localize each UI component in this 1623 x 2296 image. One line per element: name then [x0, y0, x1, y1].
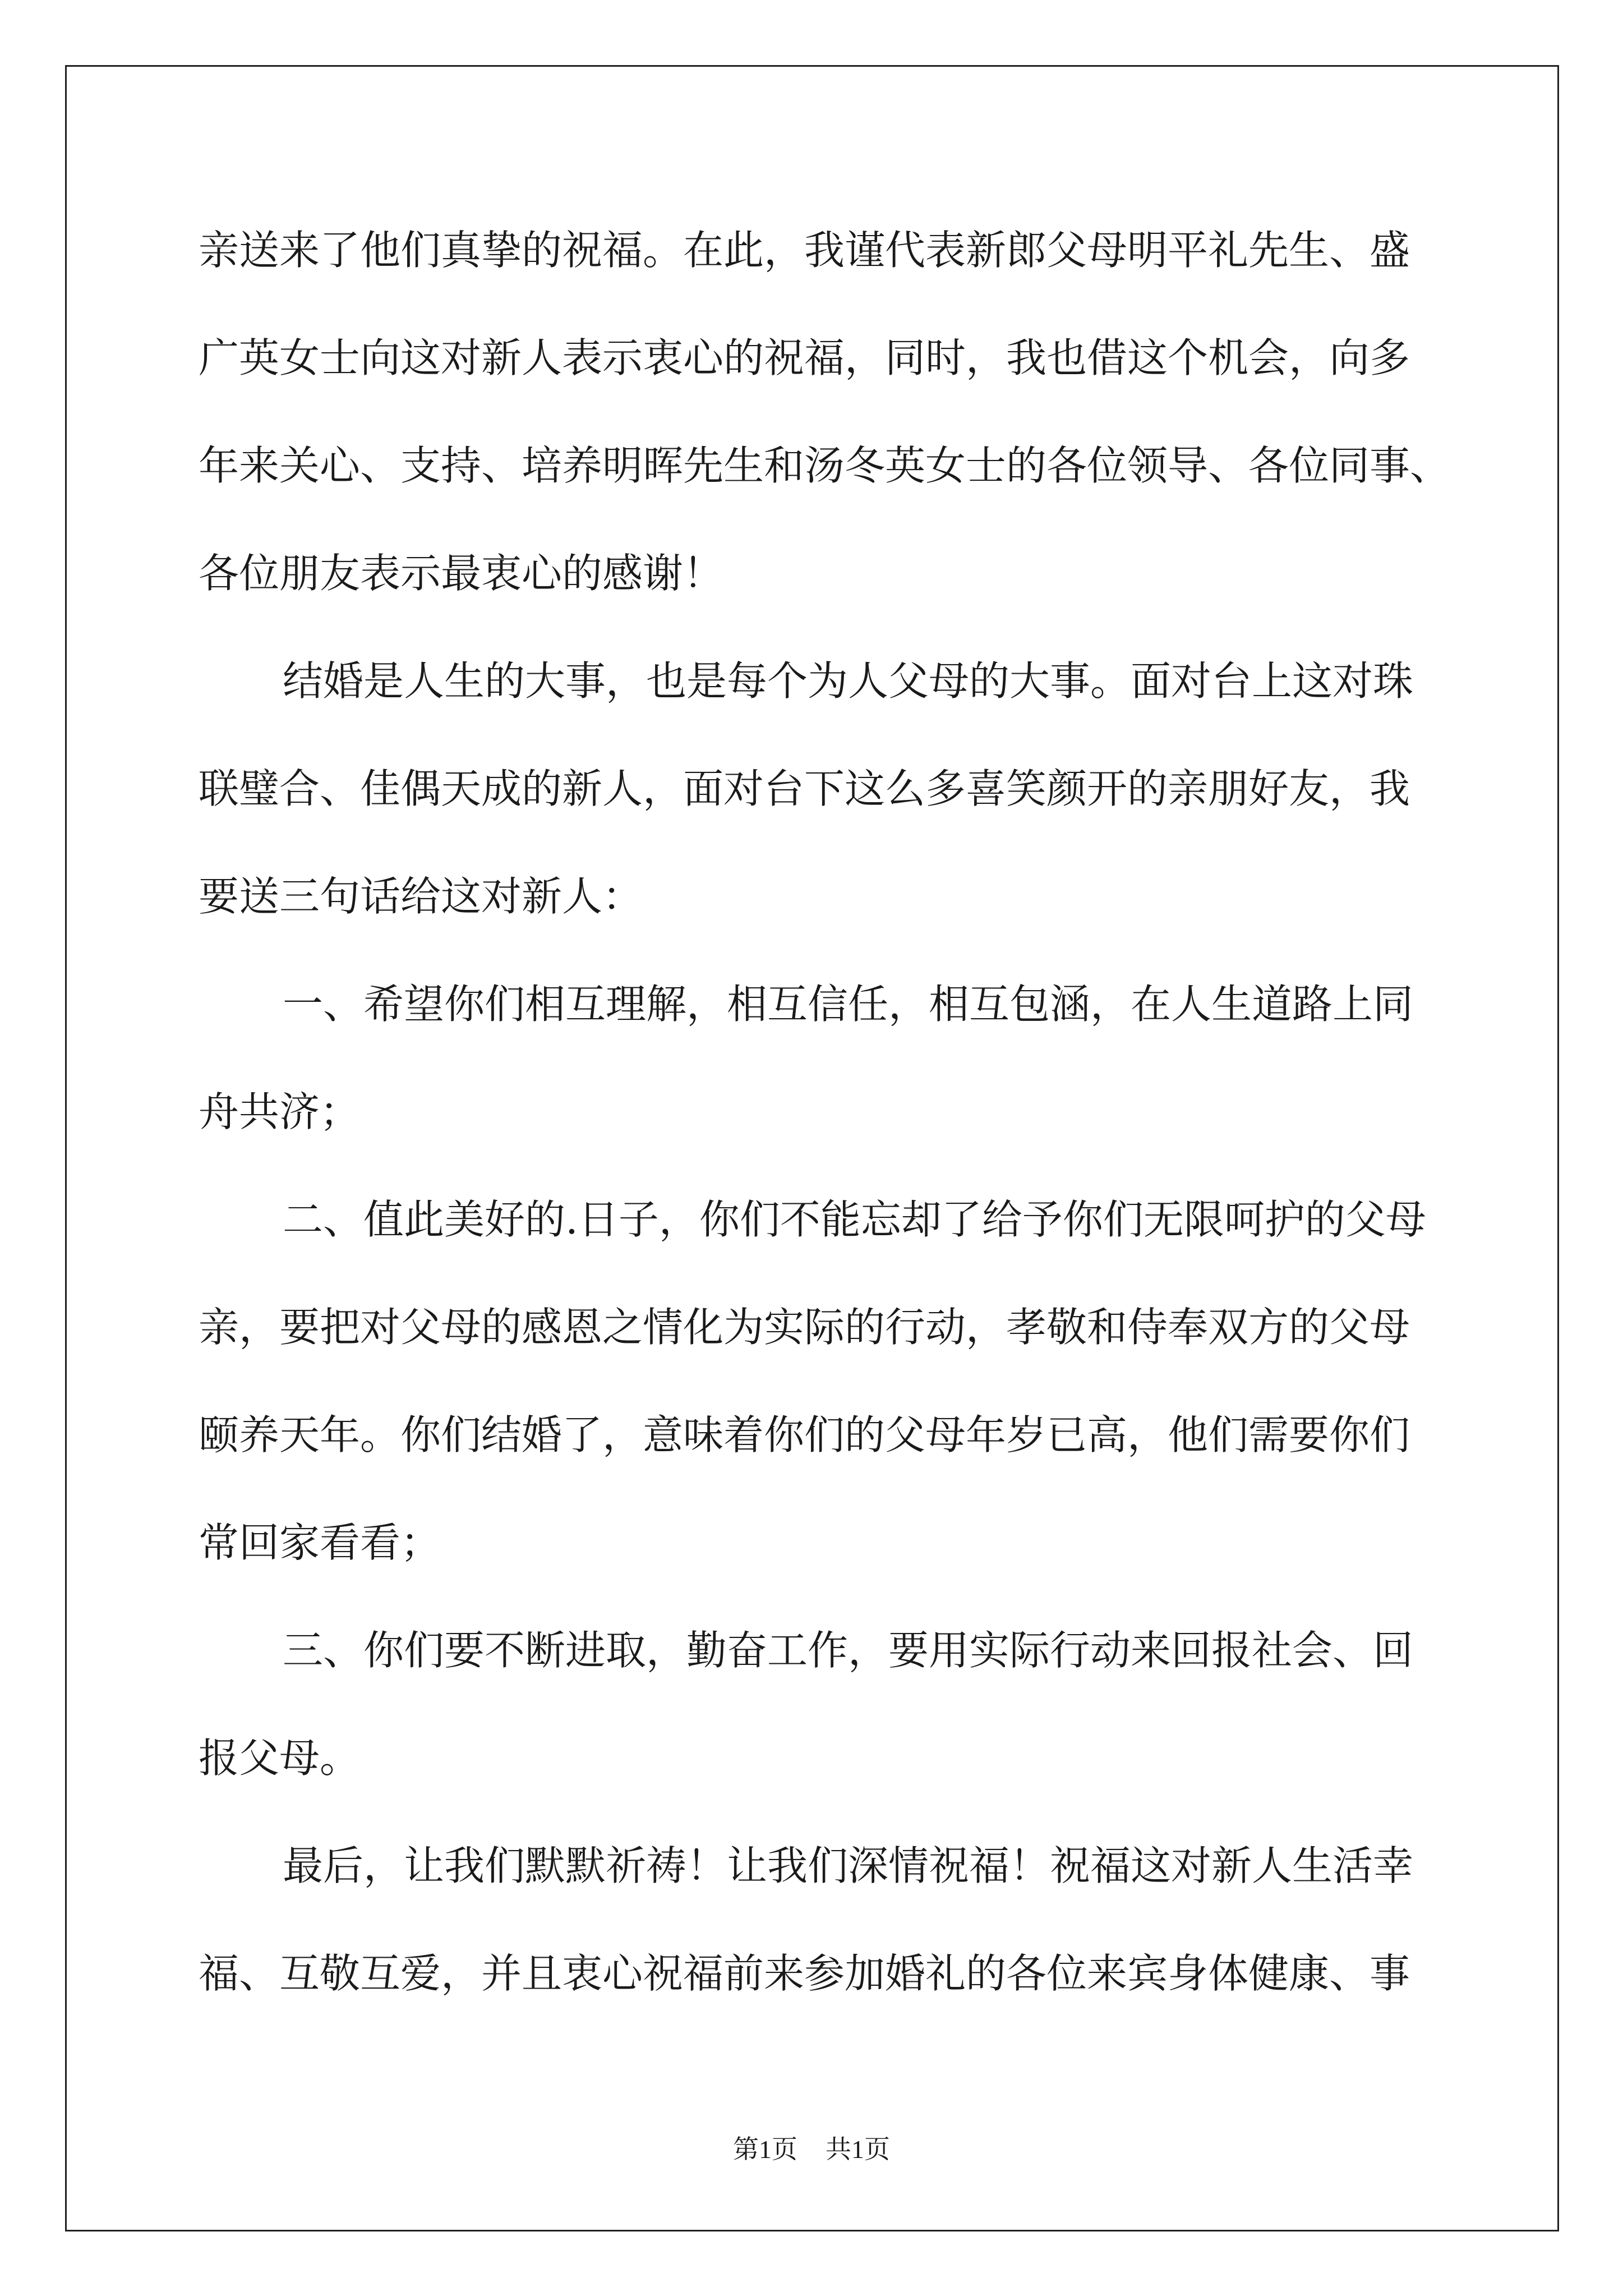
text-line: 各位朋友表示最衷心的感谢！ — [199, 550, 724, 597]
text-line: 福、互敬互爱，并且衷心祝福前来参加婚礼的各位来宾身体健康、事 — [199, 1950, 1410, 1997]
text-line: 舟共济； — [199, 1088, 361, 1135]
paragraph-first-line: 结婚是人生的大事，也是每个为人父母的大事。面对台上这对珠 — [283, 657, 1414, 705]
text-line: 年来关心、支持、培养明晖先生和汤冬英女士的各位领导、各位同事、 — [199, 442, 1451, 489]
document-body — [199, 196, 1472, 2027]
text-line: 亲送来了他们真挚的祝福。在此，我谨代表新郎父母明平礼先生、盛 — [199, 227, 1410, 274]
text-line: 报父母。 — [199, 1734, 361, 1782]
paragraph-first-line: 最后，让我们默默祈祷！让我们深情祝福！祝福这对新人生活幸 — [283, 1842, 1414, 1889]
paragraph-first-line: 一、希望你们相互理解，相互信任，相互包涵，在人生道路上同 — [283, 981, 1414, 1028]
page-footer — [0, 2133, 1623, 2166]
text-line: 广英女士向这对新人表示衷心的祝福，同时，我也借这个机会，向多 — [199, 334, 1410, 381]
text-line: 要送三句话给这对新人： — [199, 873, 643, 920]
paragraph-first-line: 三、你们要不断进取，勤奋工作，要用实际行动来回报社会、回 — [283, 1627, 1414, 1674]
text-line: 颐养天年。你们结婚了，意味着你们的父母年岁已高，他们需要你们 — [199, 1411, 1410, 1458]
page-number-current: 第1页 — [733, 2135, 797, 2164]
paragraph-first-line: 二、值此美好的.日子，你们不能忘却了给予你们无限呵护的父母 — [283, 1196, 1426, 1243]
text-line: 亲，要把对父母的感恩之情化为实际的行动，孝敬和侍奉双方的父母 — [199, 1304, 1410, 1351]
text-line: 联璧合、佳偶天成的新人，面对台下这么多喜笑颜开的亲朋好友，我 — [199, 765, 1410, 812]
text-line: 常回家看看； — [199, 1519, 441, 1566]
page-number-total: 共1页 — [826, 2135, 890, 2164]
